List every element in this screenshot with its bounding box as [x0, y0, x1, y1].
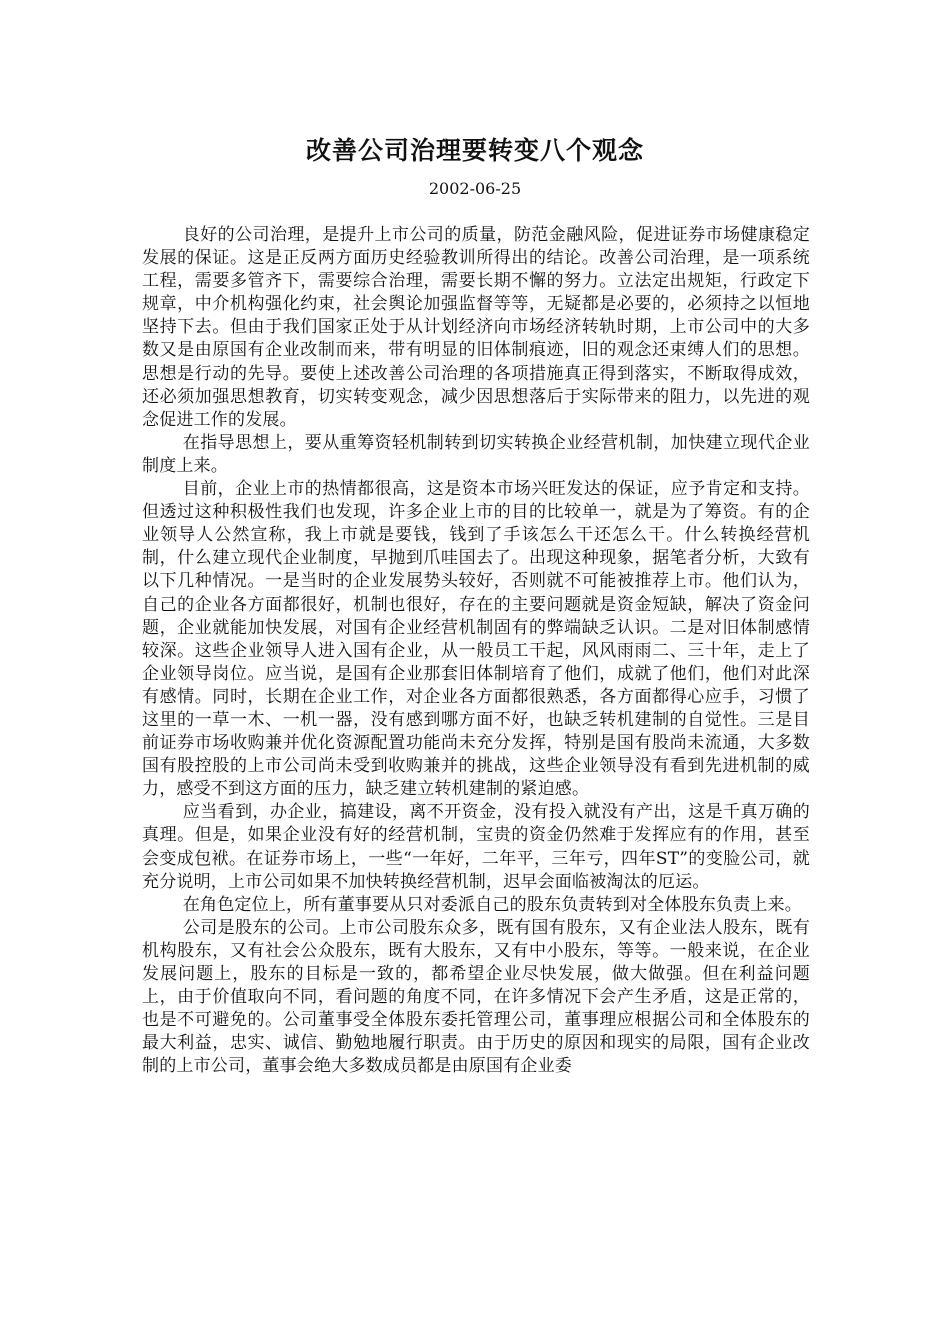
article-body	[142, 224, 810, 1078]
paragraph-heading-role-positioning: 在角色定位上，所有董事要从只对委派自己的股东负责转到对全体股东负责上来。	[182, 894, 802, 915]
article-title: 改善公司治理要转变八个观念	[305, 136, 644, 165]
article-date: 2002-06-25	[428, 179, 522, 198]
paragraph-shareholders: 公司是股东的公司。上市公司股东众多，既有国有股东，又有企业法人股东，既有机构股东，又有社会公众股东，既有大股东，又有中小股东，等等。一般来说，在企业发展问题上，股东的目标是一致的，都希望企业尽快发展，做大做强。但在利益问题上，由于价值取向不同，看问题的角度不同，在许多情况下会产生矛盾，这是正常的，也是不可避免的。公司董事受全体股东委托管理公司，董事理应根据公司和全体股东的最大利益，忠实、诚信、勤勉地履行职责。由于历史的原因和现实的局限，国有企业改制的上市公司，董事会绝大多数成员都是由原国有企业委	[142, 917, 810, 1077]
paragraph-heading-guiding-thought: 在指导思想上，要从重筹资轻机制转到切实转换企业经营机制，加快建立现代企业制度上来。	[142, 432, 810, 476]
paragraph-listing-motives: 目前，企业上市的热情都很高，这是资本市场兴旺发达的保证，应予肯定和支持。但透过这种积极性我们也发现，许多企业上市的目的比较单一，就是为了筹资。有的企业领导人公然宣称，我上市就是要钱，钱到了手该怎么干还怎么干。什么转换经营机制，什么建立现代企业制度，早抛到爪哇国去了。出现这种现象，据笔者分析，大致有以下几种情况。一是当时的企业发展势头较好，否则就不可能被推荐上市。他们认为，自己的企业各方面都很好，机制也很好，存在的主要问题就是资金短缺，解决了资金问题，企业就能加快发展，对国有企业经营机制固有的弊端缺乏认识。二是对旧体制感情较深。这些企业领导人进入国有企业，从一般员工干起，风风雨雨二、三十年，走上了企业领导岗位。应当说，是国有企业那套旧体制培育了他们，成就了他们，他们对此深有感情。同时，长期在企业工作，对企业各方面都很熟悉，各方面都得心应手，习惯了这里的一草一木、一机一器，没有感到哪方面不好，也缺乏转机建制的自觉性。三是目前证券市场收购兼并优化资源配置功能尚未充分发挥，特别是国有股尚未流通，大多数国有股控股的上市公司尚未受到收购兼并的挑战，这些企业领导没有看到先进机制的威力，感受不到这方面的压力，缺乏建立转机建制的紧迫感。	[142, 479, 810, 800]
paragraph-intro: 良好的公司治理，是提升上市公司的质量，防范金融风险，促进证券市场健康稳定发展的保证。这是正反两方面历史经验教训所得出的结论。改善公司治理，是一项系统工程，需要多管齐下，需要综合治理，需要长期不懈的努力。立法定出规矩，行政定下规章，中介机构强化约束，社会舆论加强监督等等，无疑都是必要的，必须持之以恒地坚持下去。但由于我们国家正处于从计划经济向市场经济转轨时期，上市公司中的大多数又是由原国有企业改制而来，带有明显的旧体制痕迹，旧的观念还束缚人们的思想。思想是行动的先导。要使上述改善公司治理的各项措施真正得到落实，不断取得成效，还必须加强思想教育，切实转变观念，减少因思想落后于实际带来的阻力，以先进的观念促进工作的发展。	[142, 225, 810, 430]
paragraph-capital-and-mechanism: 应当看到，办企业，搞建设，离不开资金，没有投入就没有产出，这是千真万确的真理。但是，如果企业没有好的经营机制，宝贵的资金仍然难于发挥应有的作用，甚至会变成包袱。在证券市场上，一些“一年好，二年平，三年亏，四年ST”的变脸公司，就充分说明，上市公司如果不加快转换经营机制，迟早会面临被淘汰的厄运。	[142, 802, 810, 892]
